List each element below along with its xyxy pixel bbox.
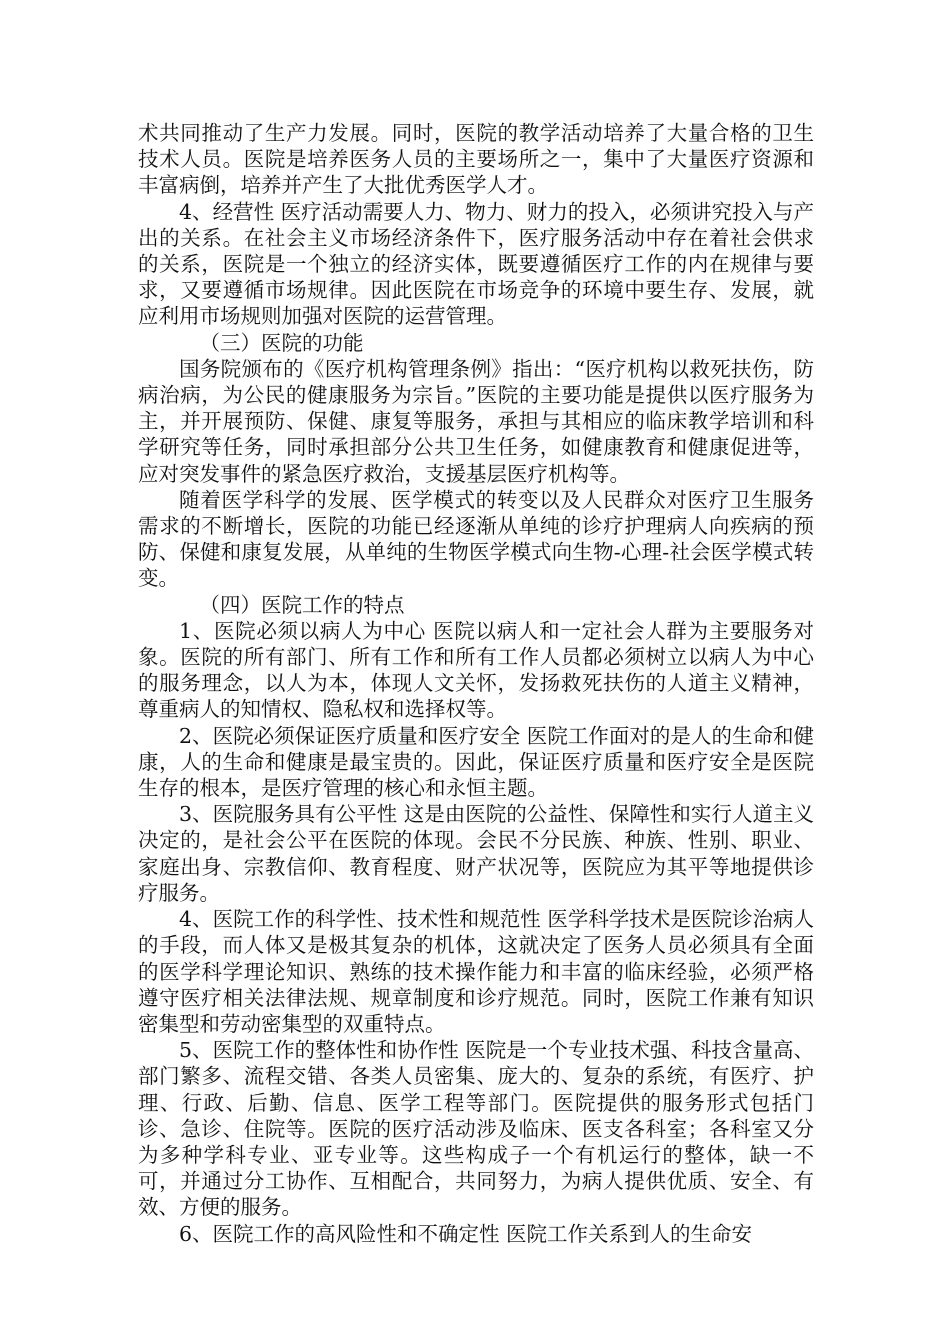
paragraph-quality-safety: 2、医院必须保证医疗质量和医疗安全 医院工作面对的是人的生命和健康，人的生命和健康是最宝贵的。因此，保证医疗质量和医疗安全是医院生存的根本，是医疗管理的核心和永恒主题。 [138,723,814,801]
paragraph-scientific-technical: 4、医院工作的科学性、技术性和规范性 医学科学技术是医院诊治病人的手段，而人体又是极其复杂的机体，这就决定了医务人员必须具有全面的医学科学理论知识、熟练的技术操作能力和丰富的临床经验，必须严格遵守医疗相关法律法规、规章制度和诊疗规范。同时，医院工作兼有知识密集型和劳动密集型的双重特点。 [138,907,814,1036]
document-page [138,120,814,1247]
paragraph-regulation-quote: 国务院颁布的《医疗机构管理条例》指出：“医疗机构以救死扶伤，防病治病，为公民的健康服务为宗旨。”医院的主要功能是提供以医疗服务为主，并开展预防、保健、康复等服务，承担与其相应的临床教学培训和科学研究等任务，同时承担部分公共卫生任务，如健康教育和健康促进等，应对突发事件的紧急医疗救治，支援基层医疗机构等。 [138,356,814,486]
paragraph-business-nature: 4、经营性 医疗活动需要人力、物力、财力的投入，必须讲究投入与产出的关系。在社会主义市场经济条件下，医疗服务活动中存在着社会供求的关系，医院是一个独立的经济实体，既要遵循医疗工作的内在规律与要求，又要遵循市场规律。因此医院在市场竞争的环境中要生存、发展，就应利用市场规则加强对医院的运营管理。 [138,199,814,329]
paragraph-integrity-collaboration: 5、医院工作的整体性和协作性 医院是一个专业技术强、科技含量高、部门繁多、流程交错、各类人员密集、庞大的、复杂的系统，有医疗、护理、行政、后勤、信息、医学工程等部门。医院提供的服务形式包括门诊、急诊、住院等。医院的医疗活动涉及临床、医支各科室；各科室又分为多种学科专业、亚专业等。这些构成子一个有机运行的整体，缺一不可，并通过分工协作、互相配合，共同努力，为病人提供优质、安全、有效、方便的服务。 [138,1038,814,1220]
section-heading-hospital-functions: （三）医院的功能 [199,330,364,355]
paragraph-continuation: 术共同推动了生产力发展。同时，医院的教学活动培养了大量合格的卫生技术人员。医院是培养医务人员的主要场所之一，集中了大量医疗资源和丰富病倒，培养并产生了大批优秀医学人才。 [138,121,814,198]
paragraph-fairness: 3、医院服务具有公平性 这是由医院的公益性、保障性和实行人道主义决定的，是社会公平在医院的体现。会民不分民族、种族、性别、职业、家庭出身、宗教信仰、教育程度、财产状况等，医院应为其平等地提供诊疗服务。 [138,802,814,905]
section-heading-work-features: （四）医院工作的特点 [199,592,405,617]
paragraph-high-risk: 6、医院工作的高风险性和不确定性 医院工作关系到人的生命安 [179,1221,753,1246]
paragraph-patient-centered: 1、医院必须以病人为中心 医院以病人和一定社会人群为主要服务对象。医院的所有部门、所有工作和所有工作人员都必须树立以病人为中心的服务理念，以人为本，体现人文关怀，发扬救死扶伤的人道主义精神，尊重病人的知情权、隐私权和选择权等。 [138,618,814,722]
paragraph-function-development: 随着医学科学的发展、医学模式的转变以及人民群众对医疗卫生服务需求的不断增长，医院的功能已经逐渐从单纯的诊疗护理病人向疾病的预防、保健和康复发展，从单纯的生物医学模式向生物-心理-社会医学模式转变。 [138,487,814,591]
